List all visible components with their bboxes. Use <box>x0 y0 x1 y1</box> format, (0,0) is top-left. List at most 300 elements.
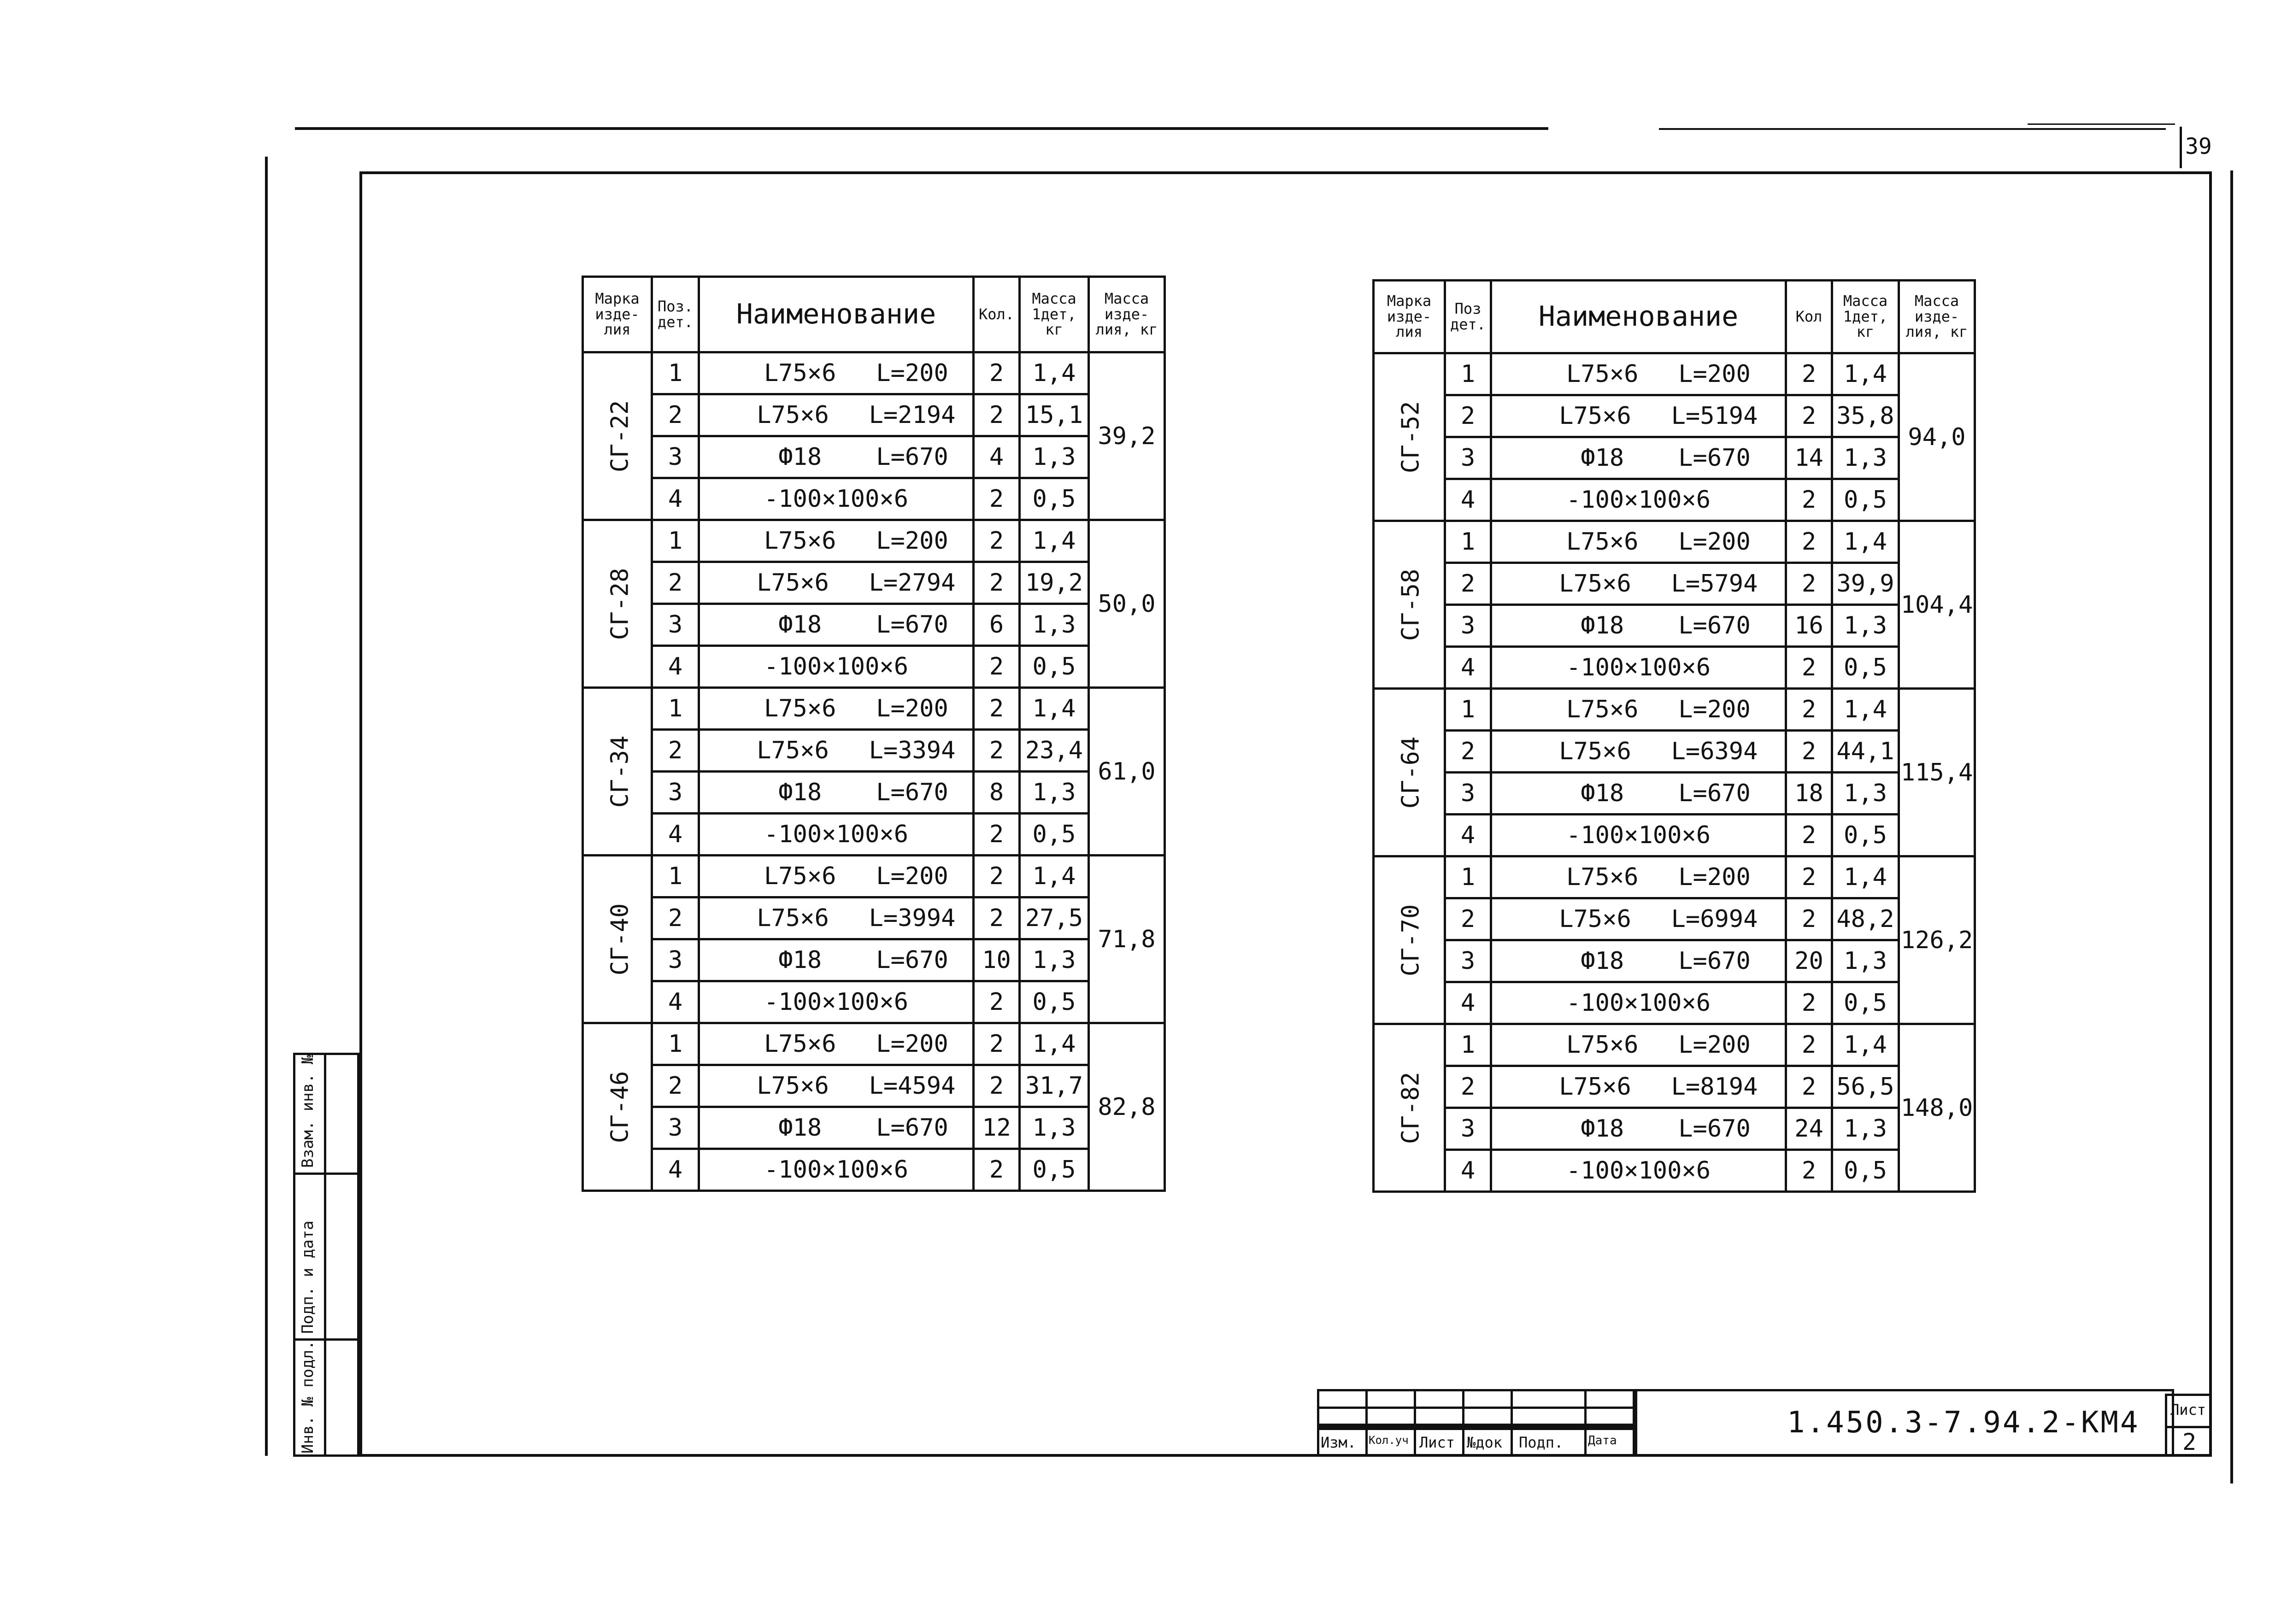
part-name-cell <box>699 814 974 856</box>
document-code: 1.450.3-7.94.2-КМ4 <box>1787 1406 2140 1440</box>
part-quantity: 18 <box>1786 773 1832 815</box>
part-mass: 27,5 <box>1020 897 1089 939</box>
part-profile: Ф18 <box>778 443 822 471</box>
table-row <box>1374 689 1975 731</box>
part-name-cell <box>699 1065 974 1107</box>
table-row <box>583 730 1165 772</box>
part-position: 2 <box>652 394 699 436</box>
part-length: L=3994 <box>869 904 956 932</box>
part-profile: L75×6 <box>1559 905 1631 933</box>
table-row <box>583 394 1165 436</box>
part-profile: Ф18 <box>778 946 822 974</box>
part-profile: Ф18 <box>778 1114 822 1142</box>
table-row <box>583 1023 1165 1065</box>
part-name-cell <box>699 981 974 1023</box>
stamp-label-data: Дата <box>1588 1434 1617 1448</box>
part-mass: 1,4 <box>1832 353 1899 395</box>
part-length: L=670 <box>1678 444 1751 472</box>
part-mass: 0,5 <box>1020 646 1089 688</box>
part-profile: L75×6 <box>1559 1073 1631 1101</box>
part-mass: 44,1 <box>1832 731 1899 773</box>
part-profile: L75×6 <box>1559 402 1631 430</box>
part-position: 2 <box>1445 395 1491 437</box>
part-position: 1 <box>652 520 699 562</box>
part-quantity: 20 <box>1786 940 1832 982</box>
part-quantity: 2 <box>974 646 1020 688</box>
part-length: L=200 <box>876 1030 948 1058</box>
part-quantity: 2 <box>974 478 1020 520</box>
part-position: 1 <box>1445 353 1491 395</box>
col-header-qty: Кол <box>1786 281 1832 353</box>
table-row <box>583 772 1165 814</box>
part-profile: -100×100×6 <box>764 653 909 680</box>
part-mass: 0,5 <box>1020 814 1089 856</box>
col-header-pos: Поз. дет. <box>652 277 699 352</box>
part-position: 2 <box>652 562 699 604</box>
part-profile: -100×100×6 <box>1566 821 1711 849</box>
part-position: 4 <box>652 646 699 688</box>
part-length: L=3394 <box>869 737 956 764</box>
part-length: L=670 <box>1678 1115 1751 1143</box>
table-row <box>1374 856 1975 898</box>
part-quantity: 2 <box>974 856 1020 897</box>
part-name-cell <box>699 436 974 478</box>
part-profile: Ф18 <box>1581 780 1624 807</box>
right-trim-line <box>2230 170 2233 1483</box>
part-length: L=670 <box>1678 612 1751 639</box>
part-position: 4 <box>652 981 699 1023</box>
stamp-label-kol-uch: Кол.уч <box>1369 1434 1409 1447</box>
table-row <box>583 562 1165 604</box>
sheet-value: 2 <box>2182 1429 2197 1455</box>
part-mass: 0,5 <box>1832 815 1899 856</box>
part-quantity: 2 <box>1786 395 1832 437</box>
side-stamp-divider <box>293 1173 359 1175</box>
part-mass: 35,8 <box>1832 395 1899 437</box>
table-row <box>1374 521 1975 563</box>
part-quantity: 2 <box>1786 898 1832 940</box>
part-length: L=670 <box>876 1114 948 1142</box>
col-header-name: Наименование <box>1491 281 1786 353</box>
table-row <box>1374 437 1975 479</box>
product-total-mass: 148,0 <box>1899 1024 1975 1192</box>
part-length: L=200 <box>1678 863 1751 891</box>
part-quantity: 2 <box>1786 479 1832 521</box>
product-brand-cell <box>583 856 652 1023</box>
part-position: 4 <box>1445 815 1491 856</box>
part-quantity: 2 <box>1786 1024 1832 1066</box>
part-mass: 1,3 <box>1020 1107 1089 1149</box>
part-position: 1 <box>652 856 699 897</box>
part-mass: 1,3 <box>1020 772 1089 814</box>
part-length: L=5794 <box>1671 570 1758 598</box>
table-row <box>1374 1066 1975 1108</box>
part-name-cell <box>699 856 974 897</box>
part-mass: 1,3 <box>1020 604 1089 646</box>
part-length: L=200 <box>1678 696 1751 723</box>
part-name-cell <box>1491 647 1786 689</box>
part-position: 2 <box>1445 898 1491 940</box>
sheet-number: 39 <box>2185 134 2212 159</box>
col-header-brand: Марка изде-лия <box>1374 281 1445 353</box>
product-total-mass: 126,2 <box>1899 856 1975 1024</box>
product-brand-cell <box>1374 521 1445 689</box>
table-row <box>583 939 1165 981</box>
table-row <box>583 897 1165 939</box>
part-name-cell <box>699 520 974 562</box>
part-quantity: 8 <box>974 772 1020 814</box>
part-profile: -100×100×6 <box>764 821 909 848</box>
part-quantity: 16 <box>1786 605 1832 647</box>
part-quantity: 2 <box>974 730 1020 772</box>
part-profile: Ф18 <box>1581 947 1624 975</box>
part-quantity: 2 <box>1786 521 1832 563</box>
table-row <box>583 604 1165 646</box>
part-profile: L75×6 <box>764 862 836 890</box>
part-mass: 15,1 <box>1020 394 1089 436</box>
part-quantity: 2 <box>1786 815 1832 856</box>
part-name-cell <box>1491 521 1786 563</box>
part-profile: L75×6 <box>764 359 836 387</box>
part-quantity: 6 <box>974 604 1020 646</box>
part-profile: L75×6 <box>764 695 836 722</box>
part-profile: Ф18 <box>1581 612 1624 639</box>
table-row <box>583 352 1165 394</box>
table-row <box>1374 395 1975 437</box>
part-mass: 0,5 <box>1020 1149 1089 1191</box>
table-row <box>1374 1150 1975 1192</box>
part-quantity: 2 <box>1786 731 1832 773</box>
part-mass: 1,3 <box>1832 773 1899 815</box>
part-length: L=670 <box>1678 780 1751 807</box>
sheet-number-box-line <box>2180 127 2182 168</box>
part-position: 4 <box>1445 479 1491 521</box>
table-row <box>583 814 1165 856</box>
product-total-mass: 61,0 <box>1089 688 1165 856</box>
part-profile: -100×100×6 <box>1566 654 1711 681</box>
part-position: 1 <box>652 688 699 730</box>
part-length: L=200 <box>876 862 948 890</box>
product-brand: СГ-64 <box>1397 736 1425 809</box>
part-mass: 1,3 <box>1832 437 1899 479</box>
stamp-label-list: Лист <box>1419 1434 1455 1451</box>
part-profile: L75×6 <box>1559 738 1631 765</box>
part-position: 1 <box>1445 1024 1491 1066</box>
top-border-line-dash <box>1659 128 2166 130</box>
table-row <box>1374 898 1975 940</box>
product-brand-cell <box>1374 1024 1445 1192</box>
stamp-label-podp: Подп. <box>1519 1434 1564 1451</box>
part-quantity: 2 <box>974 394 1020 436</box>
part-mass: 1,4 <box>1832 1024 1899 1066</box>
part-position: 3 <box>652 772 699 814</box>
product-total-mass: 50,0 <box>1089 520 1165 688</box>
part-name-cell <box>1491 605 1786 647</box>
part-name-cell <box>699 939 974 981</box>
part-profile: Ф18 <box>1581 444 1624 472</box>
table-row <box>583 436 1165 478</box>
part-name-cell <box>1491 898 1786 940</box>
part-name-cell <box>1491 479 1786 521</box>
part-mass: 1,4 <box>1020 856 1089 897</box>
table-row <box>583 478 1165 520</box>
table-row <box>1374 1024 1975 1066</box>
product-total-mass: 104,4 <box>1899 521 1975 689</box>
part-position: 4 <box>652 1149 699 1191</box>
side-stamp <box>293 1053 359 1457</box>
part-quantity: 14 <box>1786 437 1832 479</box>
part-quantity: 2 <box>1786 1066 1832 1108</box>
part-profile: Ф18 <box>778 779 822 806</box>
part-length: L=6394 <box>1671 738 1758 765</box>
part-position: 3 <box>652 1107 699 1149</box>
part-profile: L75×6 <box>764 527 836 555</box>
part-position: 4 <box>1445 982 1491 1024</box>
part-quantity: 2 <box>1786 856 1832 898</box>
product-total-mass: 39,2 <box>1089 352 1165 520</box>
part-quantity: 2 <box>974 688 1020 730</box>
part-position: 4 <box>652 478 699 520</box>
col-header-mass-part: Масса 1дет, кг <box>1832 281 1899 353</box>
part-profile: L75×6 <box>757 401 829 429</box>
part-profile: L75×6 <box>1566 360 1639 388</box>
col-header-brand: Марка изде-лия <box>583 277 652 352</box>
part-position: 3 <box>1445 773 1491 815</box>
part-mass: 0,5 <box>1832 647 1899 689</box>
part-position: 3 <box>1445 1108 1491 1150</box>
part-position: 3 <box>1445 605 1491 647</box>
left-trim-line <box>265 157 268 1456</box>
part-name-cell <box>1491 815 1786 856</box>
part-profile: L75×6 <box>1566 528 1639 556</box>
part-length: L=670 <box>876 611 948 639</box>
product-brand-cell <box>583 688 652 856</box>
part-mass: 0,5 <box>1832 982 1899 1024</box>
table-row <box>583 646 1165 688</box>
product-brand-cell <box>1374 689 1445 856</box>
product-brand: СГ-34 <box>606 735 634 808</box>
part-name-cell <box>1491 940 1786 982</box>
part-quantity: 2 <box>974 520 1020 562</box>
part-position: 3 <box>1445 940 1491 982</box>
part-length: L=2194 <box>869 401 956 429</box>
part-name-cell <box>699 1107 974 1149</box>
title-block-divider <box>1414 1389 1416 1457</box>
part-length: L=670 <box>876 779 948 806</box>
part-profile: L75×6 <box>757 904 829 932</box>
table-row <box>583 1107 1165 1149</box>
part-position: 3 <box>652 604 699 646</box>
part-mass: 1,4 <box>1832 856 1899 898</box>
part-name-cell <box>1491 773 1786 815</box>
col-header-mass-item: Масса изде-лия, кг <box>1899 281 1975 353</box>
product-brand: СГ-82 <box>1397 1072 1425 1144</box>
part-name-cell <box>699 688 974 730</box>
part-mass: 0,5 <box>1832 479 1899 521</box>
part-quantity: 2 <box>974 352 1020 394</box>
part-mass: 0,5 <box>1832 1150 1899 1192</box>
title-block-divider <box>1584 1389 1587 1457</box>
col-header-pos: Поз дет. <box>1445 281 1491 353</box>
part-profile: -100×100×6 <box>1566 486 1711 514</box>
title-block <box>1317 1389 2212 1457</box>
part-position: 1 <box>1445 689 1491 731</box>
product-brand: СГ-40 <box>606 903 634 975</box>
part-profile: L75×6 <box>1566 863 1639 891</box>
part-name-cell <box>699 562 974 604</box>
product-brand-cell <box>1374 353 1445 521</box>
table-row <box>1374 815 1975 856</box>
part-name-cell <box>1491 1066 1786 1108</box>
part-profile: L75×6 <box>757 1072 829 1100</box>
part-length: L=670 <box>876 443 948 471</box>
part-position: 2 <box>1445 563 1491 605</box>
part-mass: 48,2 <box>1832 898 1899 940</box>
part-quantity: 2 <box>1786 689 1832 731</box>
part-mass: 19,2 <box>1020 562 1089 604</box>
table-row <box>583 981 1165 1023</box>
part-position: 3 <box>1445 437 1491 479</box>
part-mass: 1,3 <box>1832 605 1899 647</box>
part-profile: Ф18 <box>1581 1115 1624 1143</box>
part-name-cell <box>699 478 974 520</box>
part-mass: 1,3 <box>1020 436 1089 478</box>
part-quantity: 2 <box>1786 353 1832 395</box>
part-name-cell <box>1491 1150 1786 1192</box>
table-row <box>583 856 1165 897</box>
part-position: 2 <box>1445 1066 1491 1108</box>
part-quantity: 2 <box>1786 1150 1832 1192</box>
product-brand: СГ-22 <box>606 400 634 472</box>
sheet-label: Лист <box>2170 1401 2206 1419</box>
part-mass: 1,4 <box>1020 688 1089 730</box>
part-position: 4 <box>1445 647 1491 689</box>
part-quantity: 2 <box>974 1065 1020 1107</box>
part-name-cell <box>1491 982 1786 1024</box>
part-mass: 1,3 <box>1832 940 1899 982</box>
part-quantity: 24 <box>1786 1108 1832 1150</box>
part-length: L=200 <box>876 527 948 555</box>
title-block-divider <box>1365 1389 1368 1457</box>
table-row <box>1374 605 1975 647</box>
title-block-divider <box>1462 1389 1464 1457</box>
part-length: L=6994 <box>1671 905 1758 933</box>
part-name-cell <box>1491 563 1786 605</box>
spec-table-left <box>582 276 1166 1192</box>
product-brand-cell <box>583 520 652 688</box>
part-quantity: 10 <box>974 939 1020 981</box>
part-mass: 39,9 <box>1832 563 1899 605</box>
product-brand-cell <box>583 352 652 520</box>
product-brand-cell <box>583 1023 652 1191</box>
part-name-cell <box>699 730 974 772</box>
part-length: L=4594 <box>869 1072 956 1100</box>
part-profile: -100×100×6 <box>1566 989 1711 1017</box>
sheet-cell-divider <box>2165 1426 2212 1428</box>
part-position: 4 <box>652 814 699 856</box>
part-profile: -100×100×6 <box>764 1156 909 1184</box>
product-brand: СГ-46 <box>606 1071 634 1143</box>
product-brand-cell <box>1374 856 1445 1024</box>
side-label-inv-podl: Инв. № подл. <box>299 1340 317 1454</box>
part-mass: 1,4 <box>1832 521 1899 563</box>
col-header-qty: Кол. <box>974 277 1020 352</box>
table-row <box>1374 353 1975 395</box>
col-header-mass-part: Масса 1дет, кг <box>1020 277 1089 352</box>
side-label-vzam-inv: Взам. инв. № <box>299 1055 317 1168</box>
product-total-mass: 82,8 <box>1089 1023 1165 1191</box>
part-length: L=200 <box>876 359 948 387</box>
table-row <box>1374 731 1975 773</box>
part-position: 4 <box>1445 1150 1491 1192</box>
product-total-mass: 115,4 <box>1899 689 1975 856</box>
part-mass: 31,7 <box>1020 1065 1089 1107</box>
table-row <box>583 688 1165 730</box>
part-name-cell <box>1491 689 1786 731</box>
part-name-cell <box>1491 437 1786 479</box>
part-name-cell <box>699 604 974 646</box>
part-mass: 56,5 <box>1832 1066 1899 1108</box>
part-name-cell <box>699 1023 974 1065</box>
part-profile: L75×6 <box>757 569 829 597</box>
part-quantity: 2 <box>1786 563 1832 605</box>
part-length: L=5194 <box>1671 402 1758 430</box>
part-mass: 1,4 <box>1020 520 1089 562</box>
stamp-label-ndok: №док <box>1467 1434 1503 1451</box>
part-name-cell <box>699 897 974 939</box>
part-quantity: 2 <box>974 814 1020 856</box>
part-length: L=670 <box>1678 947 1751 975</box>
part-mass: 1,3 <box>1020 939 1089 981</box>
table-row <box>1374 563 1975 605</box>
part-name-cell <box>1491 856 1786 898</box>
part-mass: 1,4 <box>1020 1023 1089 1065</box>
part-profile: L75×6 <box>764 1030 836 1058</box>
part-profile: -100×100×6 <box>764 988 909 1016</box>
part-name-cell <box>699 394 974 436</box>
part-quantity: 2 <box>1786 982 1832 1024</box>
part-name-cell <box>1491 731 1786 773</box>
spec-table-right <box>1372 279 1976 1193</box>
part-name-cell <box>1491 395 1786 437</box>
part-position: 3 <box>652 436 699 478</box>
part-name-cell <box>1491 1108 1786 1150</box>
table-row <box>583 520 1165 562</box>
part-quantity: 2 <box>974 1149 1020 1191</box>
top-border-line <box>295 127 1548 130</box>
part-name-cell <box>1491 1024 1786 1066</box>
part-name-cell <box>699 1149 974 1191</box>
part-mass: 1,3 <box>1832 1108 1899 1150</box>
table-row <box>1374 982 1975 1024</box>
table-row <box>583 1065 1165 1107</box>
part-quantity: 12 <box>974 1107 1020 1149</box>
part-position: 2 <box>652 730 699 772</box>
part-position: 2 <box>1445 731 1491 773</box>
part-length: L=8194 <box>1671 1073 1758 1101</box>
product-brand: СГ-70 <box>1397 904 1425 976</box>
part-profile: L75×6 <box>1559 570 1631 598</box>
part-position: 1 <box>1445 856 1491 898</box>
part-name-cell <box>699 772 974 814</box>
part-quantity: 2 <box>974 562 1020 604</box>
part-quantity: 4 <box>974 436 1020 478</box>
part-profile: -100×100×6 <box>1566 1157 1711 1184</box>
part-position: 1 <box>652 1023 699 1065</box>
part-mass: 1,4 <box>1020 352 1089 394</box>
part-position: 2 <box>652 1065 699 1107</box>
part-length: L=200 <box>1678 1031 1751 1059</box>
